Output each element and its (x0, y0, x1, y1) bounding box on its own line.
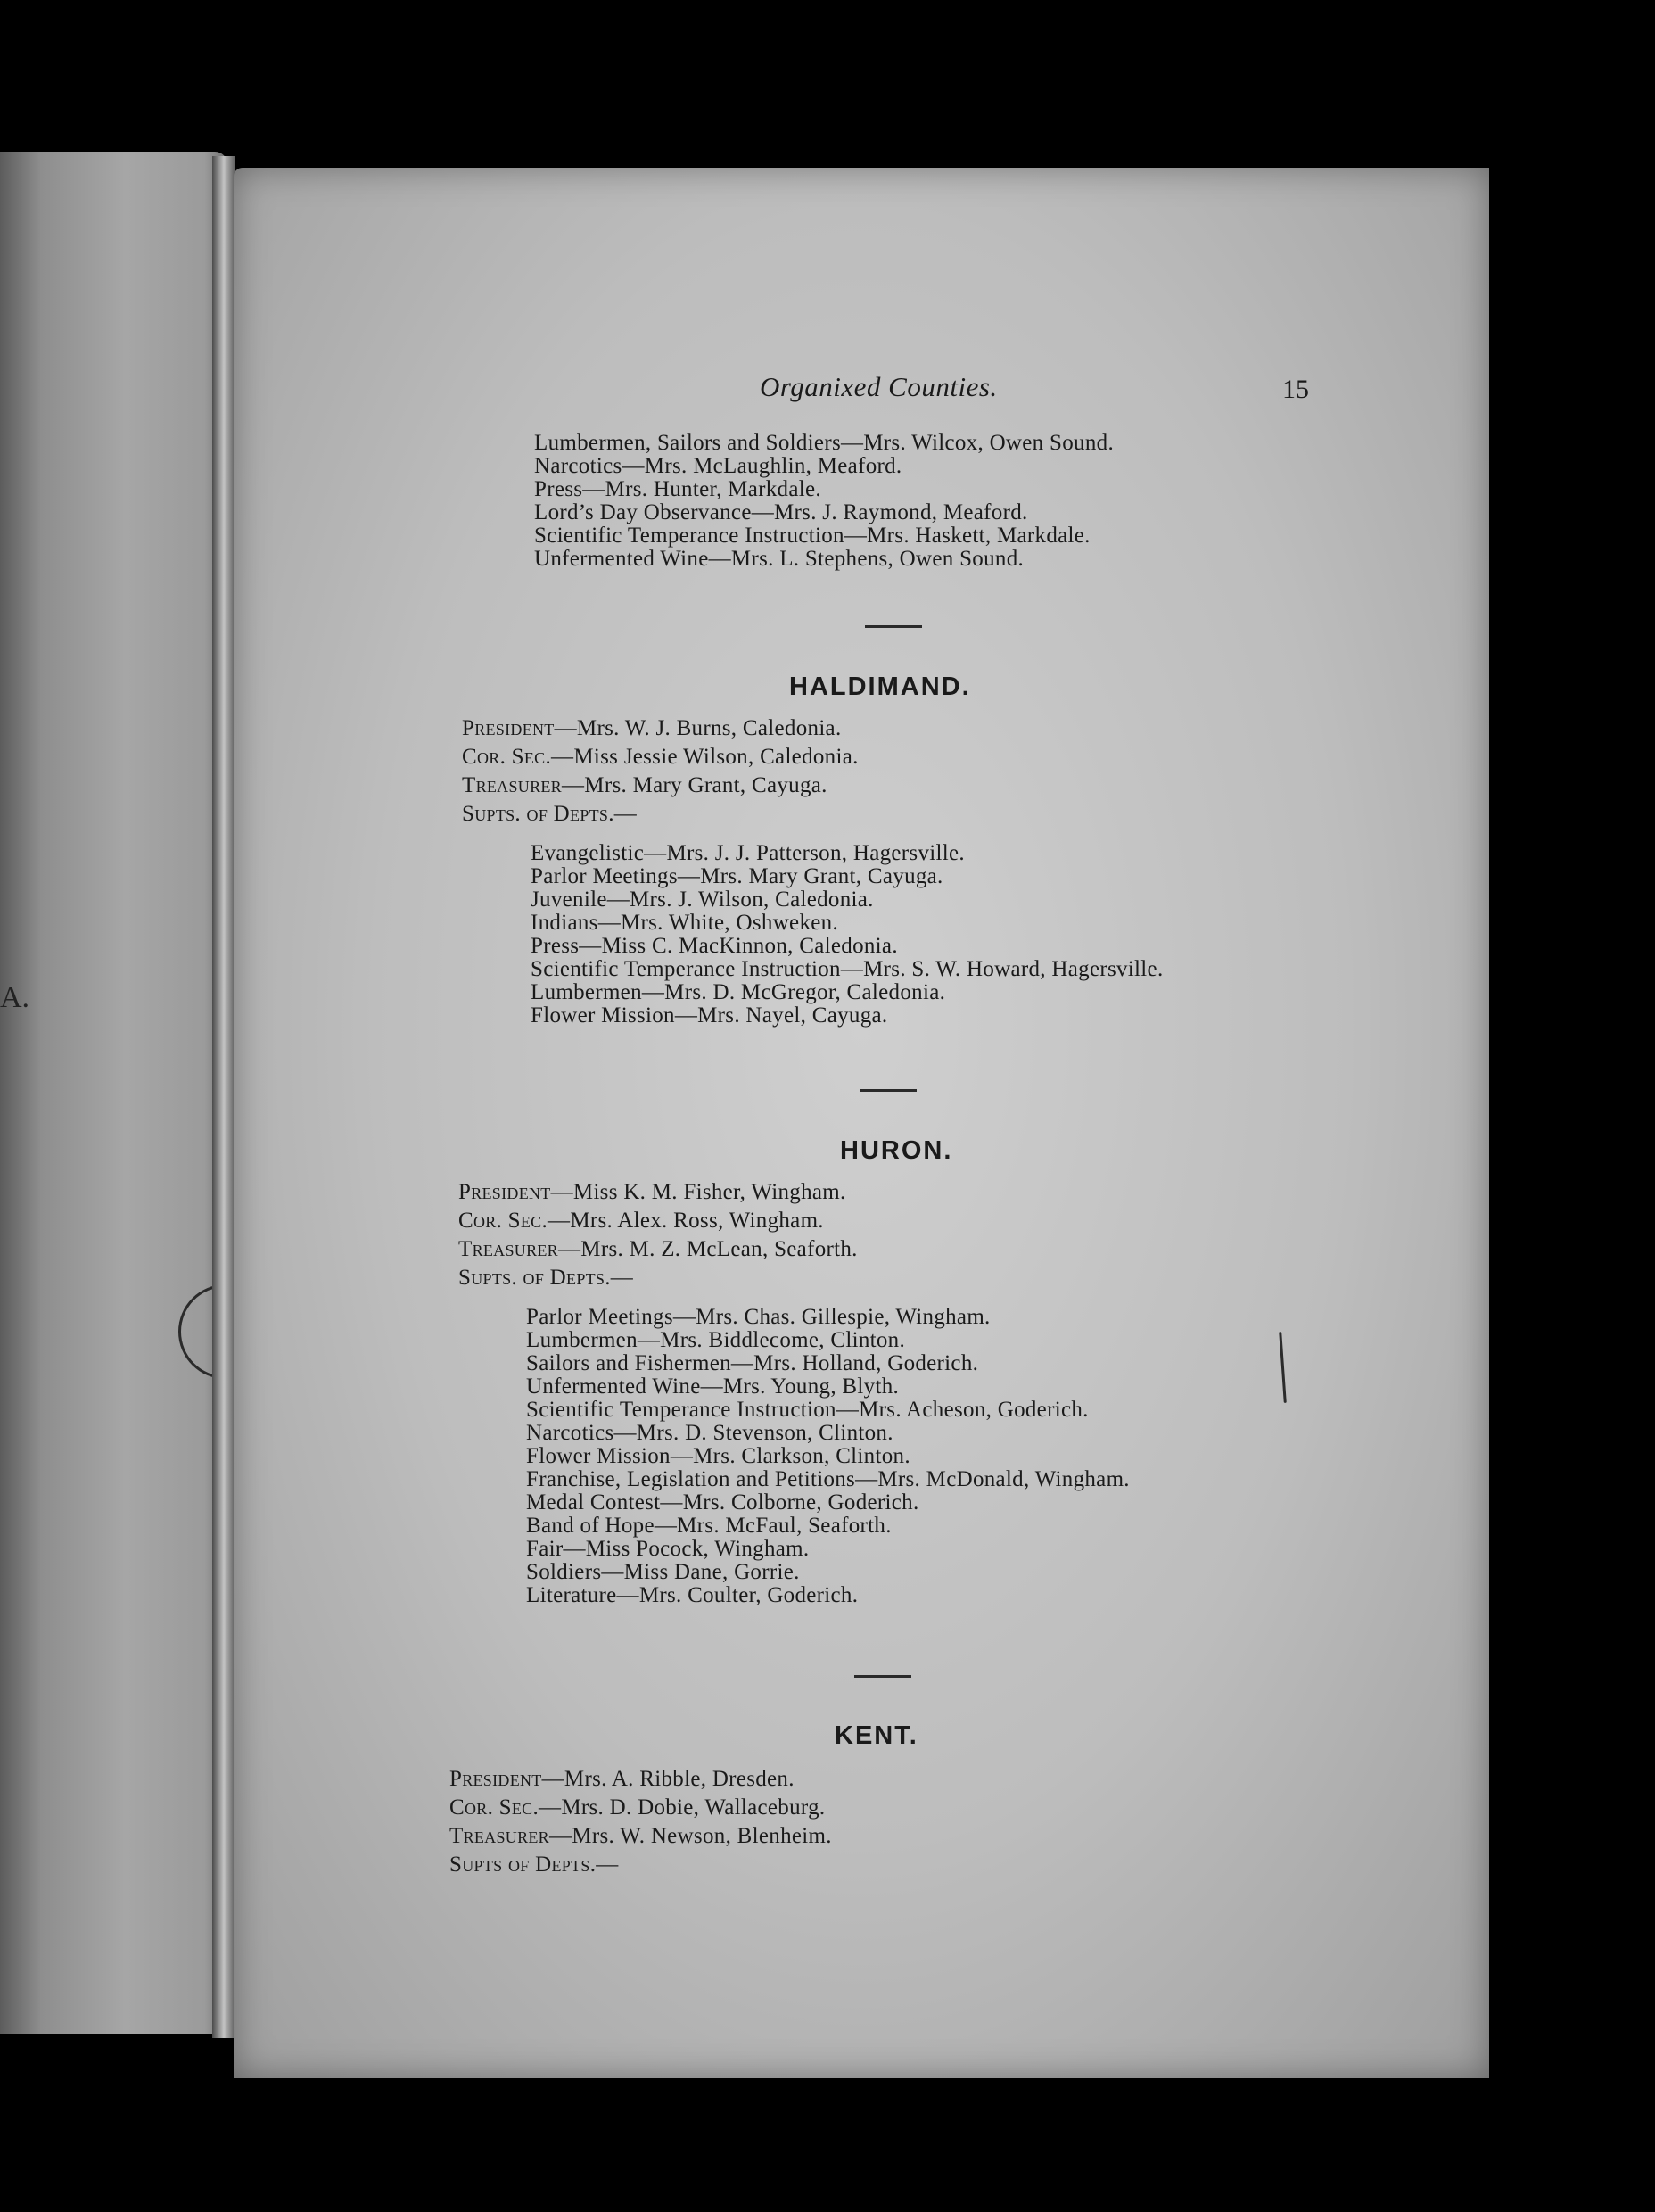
officer-label: Supts. of Depts. (458, 1266, 611, 1290)
department-entry: Narcotics—Mrs. D. Stevenson, Clinton. (526, 1421, 893, 1445)
officer-supts (449, 1853, 619, 1877)
department-entry: Band of Hope—Mrs. McFaul, Seaforth. (526, 1514, 892, 1538)
officer-supts (458, 1267, 633, 1290)
department-entry: Scientific Temperance Instruction—Mrs. Acheson, Goderich. (526, 1398, 1089, 1422)
department-entry: Lumbermen—Mrs. Biddlecome, Clinton. (526, 1328, 906, 1352)
officer-label: Treasurer (462, 773, 562, 797)
department-entry: Flower Mission—Mrs. Nayel, Cayuga. (531, 1003, 888, 1028)
department-entry: Soldiers—Miss Dane, Gorrie. (526, 1560, 800, 1584)
officer-president (462, 717, 842, 740)
officer-label: Cor. Sec. (458, 1209, 548, 1233)
department-entry: Unfermented Wine—Mrs. Young, Blyth. (526, 1374, 900, 1399)
section-separator (860, 1089, 917, 1092)
department-entry: Fair—Miss Pocock, Wingham. (526, 1537, 810, 1561)
officer-treasurer (462, 774, 828, 797)
officer-value: —Mrs. D. Dobie, Wallaceburg. (539, 1795, 826, 1820)
department-entry: Lumbermen—Mrs. D. McGregor, Caledonia. (531, 980, 946, 1004)
facing-page-mark: A. (0, 981, 30, 1014)
officer-cor-sec (462, 746, 859, 769)
department-entry: Parlor Meetings—Mrs. Mary Grant, Cayuga. (531, 864, 943, 888)
officer-label: Cor. Sec. (462, 745, 552, 769)
officer-label: Supts of Depts. (449, 1853, 597, 1877)
department-entry: Franchise, Legislation and Petitions—Mrs. McDonald, Wingham. (526, 1467, 1130, 1491)
officer-treasurer (458, 1238, 858, 1261)
department-entry: Scientific Temperance Instruction—Mrs. S. W. Howard, Hagersville. (531, 957, 1164, 981)
officer-value: —Mrs. Alex. Ross, Wingham. (548, 1209, 824, 1233)
department-entry: Medal Contest—Mrs. Colborne, Goderich. (526, 1490, 919, 1515)
facing-page (0, 152, 227, 2034)
officer-value: —Mrs. M. Z. McLean, Seaforth. (558, 1237, 858, 1261)
officer-cor-sec (449, 1796, 825, 1820)
officer-value: — (596, 1853, 619, 1877)
pencil-margin-mark (1279, 1332, 1287, 1403)
department-entry: Lord’s Day Observance—Mrs. J. Raymond, Meaford. (534, 500, 1028, 524)
officer-president (449, 1768, 795, 1791)
officer-value: —Miss K. M. Fisher, Wingham. (550, 1180, 846, 1204)
department-entry: Parlor Meetings—Mrs. Chas. Gillespie, Wingham. (526, 1305, 991, 1329)
section-heading: HURON. (840, 1136, 953, 1165)
running-head: Organixed Counties. (760, 371, 998, 402)
section-separator (854, 1675, 911, 1678)
book-page (234, 168, 1489, 2078)
officer-value: —Mrs. W. J. Burns, Caledonia. (554, 716, 842, 740)
page-number: 15 (1282, 375, 1309, 404)
officer-value: —Mrs. W. Newson, Blenheim. (549, 1824, 832, 1848)
officer-label: President (449, 1767, 542, 1791)
department-entry: Evangelistic—Mrs. J. J. Patterson, Hagersville. (531, 841, 965, 865)
department-entry: Sailors and Fishermen—Mrs. Holland, Goderich. (526, 1351, 979, 1375)
department-entry: Indians—Mrs. White, Oshweken. (531, 911, 838, 935)
officer-treasurer (449, 1825, 832, 1848)
department-entry: Narcotics—Mrs. McLaughlin, Meaford. (534, 454, 902, 478)
section-separator (865, 625, 922, 628)
officer-label: Cor. Sec. (449, 1795, 539, 1820)
department-entry: Scientific Temperance Instruction—Mrs. Haskett, Markdale. (534, 524, 1091, 548)
department-entry: Flower Mission—Mrs. Clarkson, Clinton. (526, 1444, 910, 1468)
officer-value: —Miss Jessie Wilson, Caledonia. (551, 745, 859, 769)
officer-value: — (613, 802, 638, 826)
officer-supts (462, 803, 637, 826)
department-entry: Literature—Mrs. Coulter, Goderich. (526, 1583, 859, 1607)
officer-label: Treasurer (449, 1824, 549, 1848)
section-heading: HALDIMAND. (789, 673, 971, 701)
officer-cor-sec (458, 1209, 824, 1233)
department-entry: Lumbermen, Sailors and Soldiers—Mrs. Wilcox, Owen Sound. (534, 431, 1114, 455)
officer-president (458, 1181, 846, 1204)
officer-value: —Mrs. A. Ribble, Dresden. (541, 1767, 795, 1791)
officer-label: Treasurer (458, 1237, 558, 1261)
book-gutter (212, 156, 235, 2038)
officer-value: — (610, 1266, 634, 1290)
section-heading: KENT. (835, 1721, 918, 1750)
officer-label: Supts. of Depts. (462, 802, 614, 826)
department-entry: Press—Miss C. MacKinnon, Caledonia. (531, 934, 898, 958)
department-entry: Press—Mrs. Hunter, Markdale. (534, 477, 821, 501)
department-entry: Unfermented Wine—Mrs. L. Stephens, Owen Sound. (534, 547, 1025, 571)
officer-label: President (458, 1180, 551, 1204)
officer-value: —Mrs. Mary Grant, Cayuga. (562, 773, 828, 797)
department-entry: Juvenile—Mrs. J. Wilson, Caledonia. (531, 887, 874, 912)
officer-label: President (462, 716, 555, 740)
